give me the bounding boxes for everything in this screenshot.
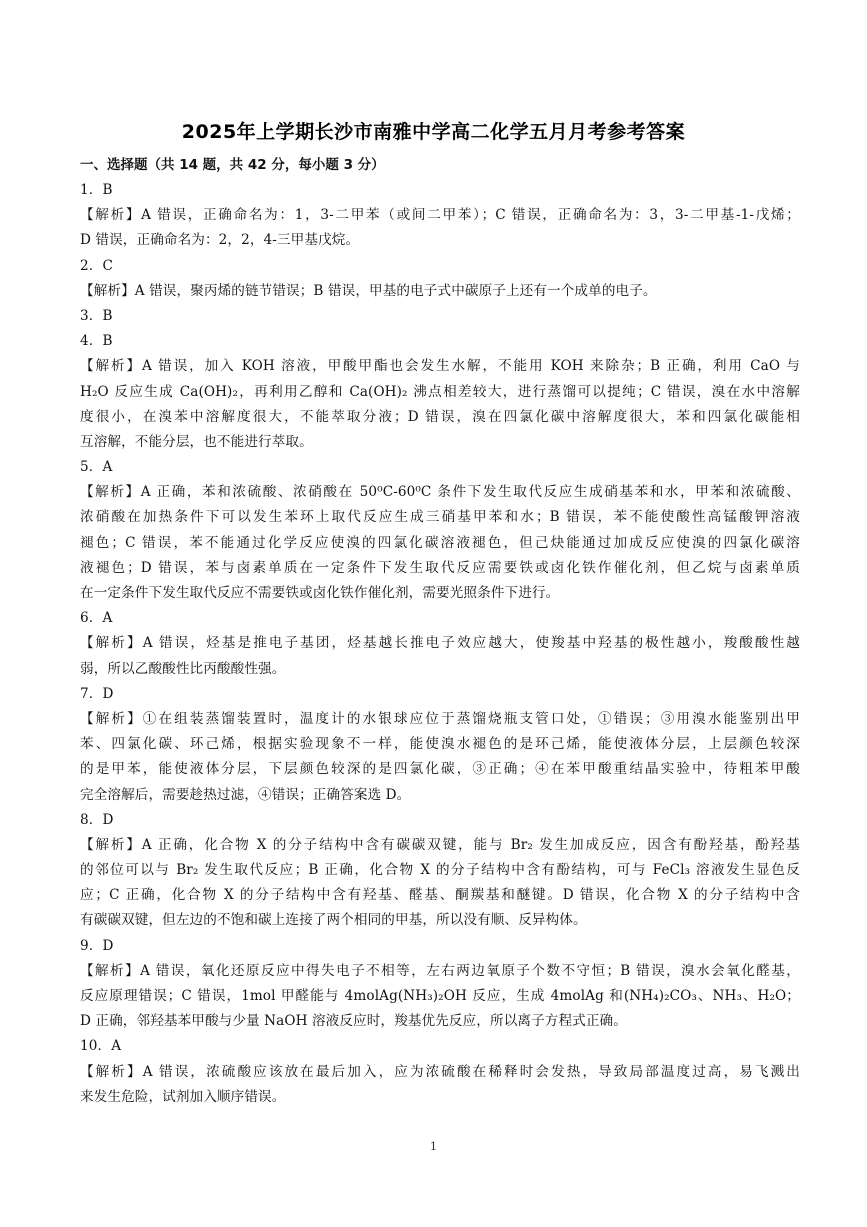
explanation-line: 的是甲苯，能使液体分层，下层颜色较深的是四氯化碳，③正确；④在苯甲酸重结晶实验中，待粗苯甲酸 [80, 761, 800, 778]
explanation-line: 来发生危险，试剂加入顺序错误。 [80, 1088, 286, 1105]
explanation-line: D 错误，正确命名为：2，2，4-三甲基戊烷。 [80, 232, 360, 249]
question-number: 3．B [80, 307, 113, 324]
explanation-line: 反应原理错误；C 错误，1mol 甲醛能与 4molAg(NH₃)₂OH 反应，生成 4molAg 和(NH₄)₂CO₃、NH₃、H₂O； [80, 988, 800, 1004]
explanation-line: 浓硝酸在加热条件下可以发生苯环上取代反应生成三硝基甲苯和水；B 错误，苯不能使酸性高锰酸钾溶液 [80, 509, 800, 526]
explanation-line: 液褪色；D 错误，苯与卤素单质在一定条件下发生取代反应需要铁或卤化铁作催化剂，但乙烷与卤素单质 [80, 559, 800, 576]
explanation-line: 度很小，在溴苯中溶解度很大，不能萃取分液；D 错误，溴在四氯化碳中溶解度很大，苯和四氯化碳能相 [80, 408, 800, 425]
question-number: 7．D [80, 685, 114, 702]
explanation-line: 褪色；C 错误，苯不能通过化学反应使溴的四氯化碳溶液褪色，但己炔能通过加成反应使溴的四氯化碳溶 [80, 534, 800, 551]
answer-content [80, 152, 800, 1110]
question-number: 9．D [80, 937, 114, 954]
explanation-line: 【解析】A 错误，浓硫酸应该放在最后加入，应为浓硫酸在稀释时会发热，导致局部温度过高，易飞溅出 [80, 1063, 800, 1080]
explanation-line: 【解析】A 错误，正确命名为：1，3-二甲苯（或间二甲苯）；C 错误，正确命名为：3，3-二甲基-1-戊烯； [80, 207, 800, 224]
question-number: 10．A [80, 1038, 122, 1055]
explanation-line: 【解析】①在组装蒸馏装置时，温度计的水银球应位于蒸馏烧瓶支管口处，①错误；③用溴水能鉴别出甲 [80, 710, 800, 727]
explanation-line: 【解析】A 错误，加入 KOH 溶液，甲酸甲酯也会发生水解，不能用 KOH 来除杂；B 正确，利用 CaO 与 [80, 358, 800, 375]
question-number: 2．C [80, 257, 113, 274]
explanation-line: 互溶解，不能分层，也不能进行萃取。 [80, 433, 313, 450]
explanation-line: 应；C 正确，化合物 X 的分子结构中含有羟基、醛基、酮羰基和醚键。D 错误，化合物 X 的分子结构中含 [80, 887, 800, 904]
explanation-line: 的邻位可以与 Br₂ 发生取代反应；B 正确，化合物 X 的分子结构中含有酚结构，可与 FeCl₃ 溶液发生显色反 [80, 862, 800, 879]
explanation-line: 【解析】A 错误，氧化还原反应中得失电子不相等，左右两边氧原子个数不守恒；B 错误，溴水会氧化醛基， [80, 962, 800, 979]
explanation-line: 【解析】A 正确，苯和浓硫酸、浓硝酸在 50⁰C-60⁰C 条件下发生取代反应生成硝基苯和水，甲苯和浓硫酸、 [80, 484, 800, 501]
question-number: 1．B [80, 182, 113, 198]
explanation-line: 苯、四氯化碳、环己烯，根据实验现象不一样，能使溴水褪色的是环己烯，能使液体分层，上层颜色较深 [80, 736, 800, 753]
explanation-line: H₂O 反应生成 Ca(OH)₂，再利用乙醇和 Ca(OH)₂ 沸点相差较大，进行蒸馏可以提纯；C 错误，溴在水中溶解 [80, 383, 800, 400]
explanation-line: 【解析】A 正确，化合物 X 的分子结构中含有碳碳双键，能与 Br₂ 发生加成反应，因含有酚羟基，酚羟基 [80, 836, 800, 853]
question-number: 5．A [80, 459, 113, 476]
question-number: 6．A [80, 610, 113, 627]
explanation-line: 有碳碳双键，但左边的不饱和碳上连接了两个相同的甲基，所以没有顺、反异构体。 [80, 912, 587, 929]
explanation-line: 弱，所以乙酸酸性比丙酸酸性强。 [80, 660, 286, 677]
explanation-line: D 正确，邻羟基苯甲酸与少量 NaOH 溶液反应时，羧基优先反应，所以离子方程式正确。 [80, 1013, 627, 1030]
explanation-line: 【解析】A 错误，聚丙烯的链节错误；B 错误，甲基的电子式中碳原子上还有一个成单的电子。 [80, 282, 657, 299]
question-number: 8．D [80, 811, 114, 828]
page-number: 1 [430, 1140, 437, 1153]
question-number: 4．B [80, 333, 113, 350]
explanation-line: 【解析】A 错误，烃基是推电子基团，烃基越长推电子效应越大，使羧基中羟基的极性越小，羧酸酸性越 [80, 635, 800, 652]
section-heading: 一、选择题（共 14 题，共 42 分，每小题 3 分） [80, 157, 385, 173]
explanation-line: 在一定条件下发生取代反应不需要铁或卤化铁作催化剂，需要光照条件下进行。 [80, 585, 560, 601]
explanation-line: 完全溶解后，需要趁热过滤，④错误；正确答案选 D。 [80, 786, 411, 803]
document-title: 2025年上学期长沙市南雅中学高二化学五月月考参考答案 [181, 121, 686, 143]
